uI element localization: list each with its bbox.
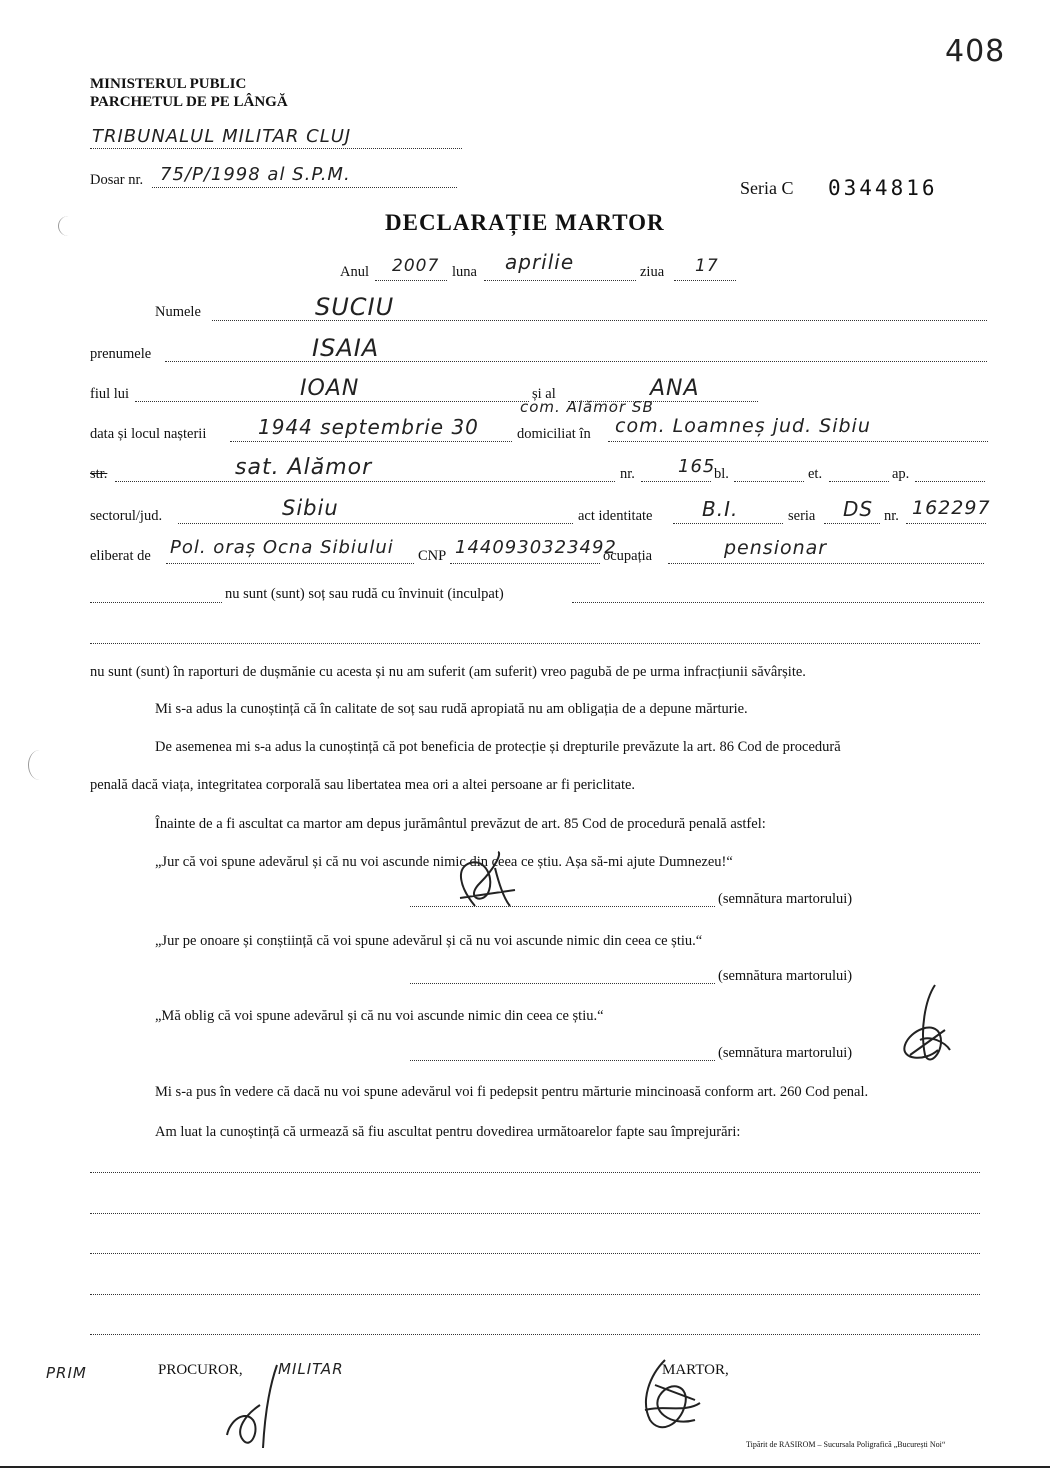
eliberat-line — [166, 563, 414, 564]
martor-signature — [625, 1355, 710, 1435]
fiul-label: fiul lui — [90, 386, 130, 402]
oath2-signature-label: (semnătura martorului) — [718, 968, 853, 984]
scan-artifact-top — [58, 216, 79, 236]
dosar-value: 75/P/1998 al S.P.M. — [160, 164, 351, 185]
militar-handwritten: MILITAR — [278, 1360, 344, 1378]
birth-line — [230, 441, 512, 442]
court-name-handwritten: TRIBUNALUL MILITAR CLUJ — [92, 126, 352, 147]
oath-religious: „Jur că voi spune adevărul și că nu voi ascunde nimic din ceea ce știu. Așa să-mi ajute Dumnezeu!“ — [155, 854, 733, 870]
oath-honor: „Jur pe onoare și conștiință că voi spune adevărul și că nu voi ascunde nimic din ceea ce știu.“ — [155, 933, 703, 949]
header-ministry: MINISTERUL PUBLIC — [90, 76, 247, 92]
day-line — [674, 280, 736, 281]
act-label: act identitate — [578, 508, 653, 524]
facts-line-2 — [90, 1213, 980, 1214]
serial-label: Seria C — [740, 178, 794, 198]
cnp-value: 1440930323492 — [455, 537, 617, 558]
domiciliu-line — [608, 441, 988, 442]
prenume-label: prenumele — [90, 346, 152, 362]
domiciliu-value: com. Loamneș jud. Sibiu — [615, 415, 871, 437]
document-title: DECLARAȚIE MARTOR — [385, 210, 665, 235]
month-label: luna — [452, 264, 477, 280]
eliberat-label: eliberat de — [90, 548, 151, 564]
dosar-label: Dosar nr. — [90, 172, 144, 188]
relation-text: nu sunt (sunt) soț sau rudă cu învinuit (inculpat) — [225, 586, 504, 602]
paragraph-juramant: Înainte de a fi ascultat ca martor am depus jurământul prevăzut de art. 85 Cod de procedură penală astfel: — [155, 816, 766, 832]
father-value: IOAN — [300, 376, 360, 401]
paragraph-protectie-2: penală dacă viața, integritatea corporală sau libertatea mea ori a altei persoane ar fi periclitate. — [90, 777, 636, 793]
si-al-label: și al — [532, 386, 556, 402]
birth-date-value: 1944 septembrie 30 — [258, 415, 479, 439]
nr2-label: nr. — [884, 508, 899, 524]
et-line — [829, 481, 889, 482]
day-label: ziua — [640, 264, 665, 280]
bl-line — [734, 481, 804, 482]
act-line — [673, 523, 783, 524]
printer-note: Tipărit de RASIROM – Sucursala Poligrafică „București Noi“ — [746, 1440, 946, 1449]
judet-line — [178, 523, 573, 524]
year-line — [375, 280, 447, 281]
witness-signature-2 — [890, 980, 960, 1070]
cnp-line — [450, 563, 600, 564]
et-label: et. — [808, 466, 823, 482]
nume-line — [212, 320, 987, 321]
relation-line-right — [572, 602, 984, 603]
oath3-signature-label: (semnătura martorului) — [718, 1045, 853, 1061]
bl-label: bl. — [714, 466, 729, 482]
nr2-value: 162297 — [912, 497, 991, 519]
ocupatia-label: ocupația — [603, 548, 653, 564]
ap-label: ap. — [892, 466, 910, 482]
nr2-line — [906, 523, 986, 524]
martor-label: MARTOR, — [662, 1362, 729, 1378]
header-parchet: PARCHETUL DE PE LÂNGĂ — [90, 94, 288, 110]
father-line — [135, 401, 529, 402]
dosar-line — [152, 187, 457, 188]
oath1-signature-label: (semnătura martorului) — [718, 891, 853, 907]
eliberat-value: Pol. oraș Ocna Sibiului — [170, 537, 394, 558]
seria-line — [824, 523, 880, 524]
relation-line-left — [90, 602, 222, 603]
prenume-line — [165, 361, 987, 362]
paragraph-obligatie: Mi s-a adus la cunoștință că în calitate de soț sau rudă apropiată nu am obligația de a depune mărturie. — [155, 701, 748, 717]
paragraph-facts: Am luat la cunoștință că urmează să fiu ascultat pentru dovedirea următoarelor fapte sau împrejurări: — [155, 1124, 741, 1140]
facts-line-5 — [90, 1334, 980, 1335]
court-line — [90, 148, 462, 149]
paragraph-perjury: Mi s-a pus în vedere că dacă nu voi spune adevărul voi fi pedepsit pentru mărturie mincinoasă conform art. 260 Cod penal. — [155, 1084, 869, 1100]
judet-label: sectorul/jud. — [90, 508, 163, 524]
paragraph-protectie-1: De asemenea mi s-a adus la cunoștință că pot beneficia de protecție și drepturile prevăzute la art. 86 Cod de procedură — [155, 739, 841, 755]
domiciliu-label: domiciliat în — [517, 426, 591, 442]
day-value: 17 — [695, 256, 719, 276]
nume-label: Numele — [155, 304, 201, 320]
serial-number: 0344816 — [828, 176, 938, 200]
facts-line-1 — [90, 1172, 980, 1173]
nume-value: SUCIU — [315, 293, 395, 321]
procuror-label: PROCUROR, — [158, 1362, 243, 1378]
year-label: Anul — [340, 264, 369, 280]
cnp-label: CNP — [418, 548, 447, 564]
relation-line-2 — [90, 643, 980, 644]
prim-handwritten: PRIM — [46, 1364, 87, 1382]
page-number: 408 — [945, 34, 1006, 69]
month-line — [484, 280, 636, 281]
nastere-label: data și locul nașterii — [90, 426, 207, 442]
nr-value: 165 — [678, 456, 716, 477]
facts-line-4 — [90, 1294, 980, 1295]
ap-line — [915, 481, 985, 482]
paragraph-dusmanie: nu sunt (sunt) în raporturi de dușmănie cu acesta și nu am suferit (am suferit) vreo pagubă de pe urma infracțiunii săvârșite. — [90, 664, 806, 680]
birthplace-handwritten: com. Alămor SB — [520, 398, 654, 416]
facts-line-3 — [90, 1253, 980, 1254]
oath-obligation: „Mă oblig că voi spune adevărul și că nu voi ascunde nimic din ceea ce știu.“ — [155, 1008, 604, 1024]
oath3-signature-line — [410, 1060, 715, 1061]
street-value: sat. Alămor — [235, 455, 373, 480]
seria-label: seria — [788, 508, 816, 524]
judet-value: Sibiu — [282, 496, 339, 520]
act-value: B.I. — [702, 497, 739, 521]
str-label: str. — [90, 466, 108, 482]
nr-label: nr. — [620, 466, 635, 482]
mother-value: ANA — [650, 376, 700, 401]
oath2-signature-line — [410, 983, 715, 984]
scan-bottom-edge — [0, 1466, 1050, 1468]
seria-value: DS — [843, 497, 874, 521]
ocupatia-line — [668, 563, 984, 564]
prenume-value: ISAIA — [312, 334, 380, 362]
nr-line — [641, 481, 711, 482]
scan-artifact-hole — [28, 750, 51, 780]
ocupatia-value: pensionar — [724, 537, 828, 559]
month-value: aprilie — [505, 250, 575, 274]
prosecutor-signature — [215, 1360, 285, 1455]
witness-signature-1 — [440, 848, 530, 910]
year-value: 2007 — [392, 256, 440, 276]
street-line — [115, 481, 615, 482]
